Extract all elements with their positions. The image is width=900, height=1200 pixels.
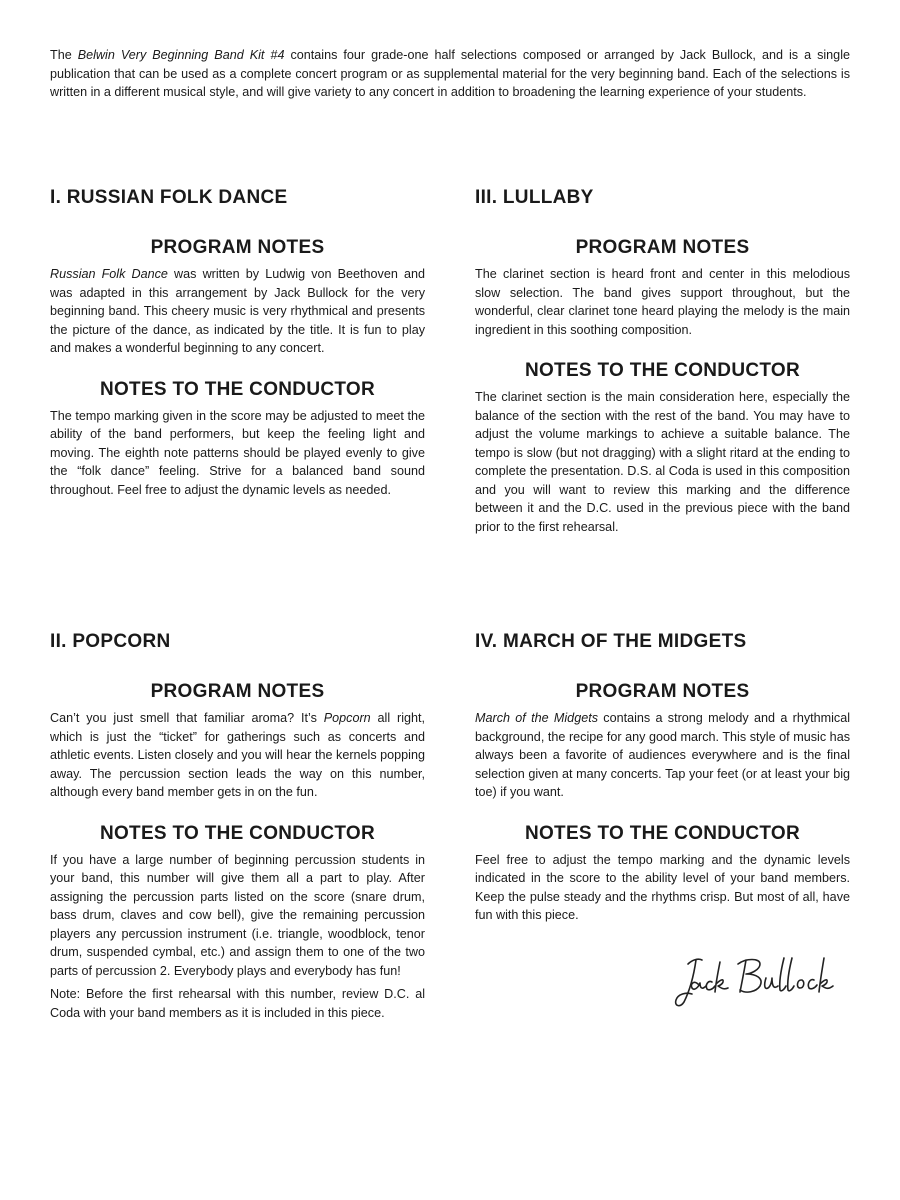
program-notes-text xyxy=(50,265,425,358)
conductor-notes-heading: NOTES TO THE CONDUCTOR xyxy=(99,822,376,844)
program-notes-heading: PROGRAM NOTES xyxy=(575,237,750,258)
rehearsal-note: Note: Before the first rehearsal with this number, review D.C. al Coda with your band members as it is included in this piece. xyxy=(50,987,425,1020)
section-title: I. RUSSIAN FOLK DANCE xyxy=(50,187,288,208)
signature-image xyxy=(668,950,838,1014)
program-notes-start: Can’t you just smell that familiar aroma? It’s xyxy=(50,711,324,725)
section-title: IV. MARCH OF THE MIDGETS xyxy=(475,631,747,652)
program-notes-text: The clarinet section is heard front and center in this melodious slow selection. The band gives support throughout, but the wonderful, clear clarinet tone heard playing the melody is the main ingredient in this soothing composition. xyxy=(475,267,850,337)
program-notes-heading: PROGRAM NOTES xyxy=(575,681,750,702)
program-notes-body: contains a strong melody and a rhythmical background, the recipe for any good march. This style of music has always been a favorite of audiences everywhere and is the final selection given at many concerts. Tap your feet (or at least your big toe) if you want. xyxy=(475,711,851,799)
conductor-notes-text: The clarinet section is the main consideration here, especially the balance of the section with the rest of the band. You may have to adjust the volume markings to achieve a suitable balance. The tempo is slow (but not dragging) with a slight ritard at the ending to complete the presentation. D.S. al Coda is used in this composition and you will want to review this marking and the difference between it and the D.C. used in the previous piece with the band prior to the first rehearsal. xyxy=(475,390,850,534)
program-notes-heading: PROGRAM NOTES xyxy=(150,681,325,702)
intro-text-end: contains four grade-one half selections composed or arranged by Jack Bullock, and is a single publication that can be used as a complete concert program or as supplemental material for the very beginning band. Each of the selections is written in a different musical style, and will give variety to any concert in addition to broadening the learning experience of your students. xyxy=(50,48,850,100)
piece-title: March of the Midgets xyxy=(475,711,598,725)
intro-paragraph xyxy=(50,46,850,102)
conductor-notes-text: The tempo marking given in the score may be adjusted to meet the ability of the band performers, but keep the feeling light and moving. The eighth note patterns should be played evenly to give the “folk dance” feeling. Strive for a balanced band sound throughout. Feel free to adjust the dynamic levels as needed. xyxy=(50,408,425,497)
section-lullaby xyxy=(475,186,850,536)
conductor-notes-text: If you have a large number of beginning percussion students in your band, this number will give them all a part to play. After assigning the percussion parts listed on the score (snare drum, bass drum, claves and cow bell), give the remaining percussion players any percussion instrument (i.e. triangle, woodblock, tenor drum, suspended cymbal, etc.) and assign them to one of the two parts of percussion 2. Everybody plays and everybody has fun! xyxy=(50,852,425,978)
program-notes-body: was written by Ludwig von Beethoven and was adapted in this arrangement by Jack Bullock for the very beginning band. This cheery music is very rhythmical and presents the picture of the dance, as indicated by the title. It is fun to play and makes a wonderful beginning to any concert. xyxy=(50,267,425,355)
program-notes-end: all right, which is just the “ticket” for gatherings such as concerts and athletic events. Listen closely and you will hear the kernels popping away. The percussion section leads the way on this number, although every band member gets in on the fun. xyxy=(50,711,425,799)
section-popcorn xyxy=(50,630,425,1022)
conductor-notes-heading: NOTES TO THE CONDUCTOR xyxy=(99,378,376,400)
program-notes-text xyxy=(50,709,425,802)
piece-title: Russian Folk Dance xyxy=(50,267,168,281)
conductor-notes-heading: NOTES TO THE CONDUCTOR xyxy=(524,360,801,381)
program-notes-heading: PROGRAM NOTES xyxy=(150,237,325,258)
program-notes-text xyxy=(475,709,850,802)
kit-title: Belwin Very Beginning Band Kit #4 xyxy=(77,48,285,62)
conductor-notes-heading: NOTES TO THE CONDUCTOR xyxy=(524,822,801,844)
section-russian-folk-dance xyxy=(50,186,425,499)
intro-text-start: The xyxy=(50,48,78,62)
section-march-of-the-midgets xyxy=(475,630,850,925)
section-title: III. LULLABY xyxy=(475,187,594,208)
conductor-notes-text: Feel free to adjust the tempo marking and the dynamic levels indicated in the score to the ability level of your band members. Keep the pulse steady and the rhythms crisp. But most of all, have fun with this piece. xyxy=(475,852,850,922)
piece-title: Popcorn xyxy=(323,711,371,725)
section-title: II. POPCORN xyxy=(50,631,171,652)
